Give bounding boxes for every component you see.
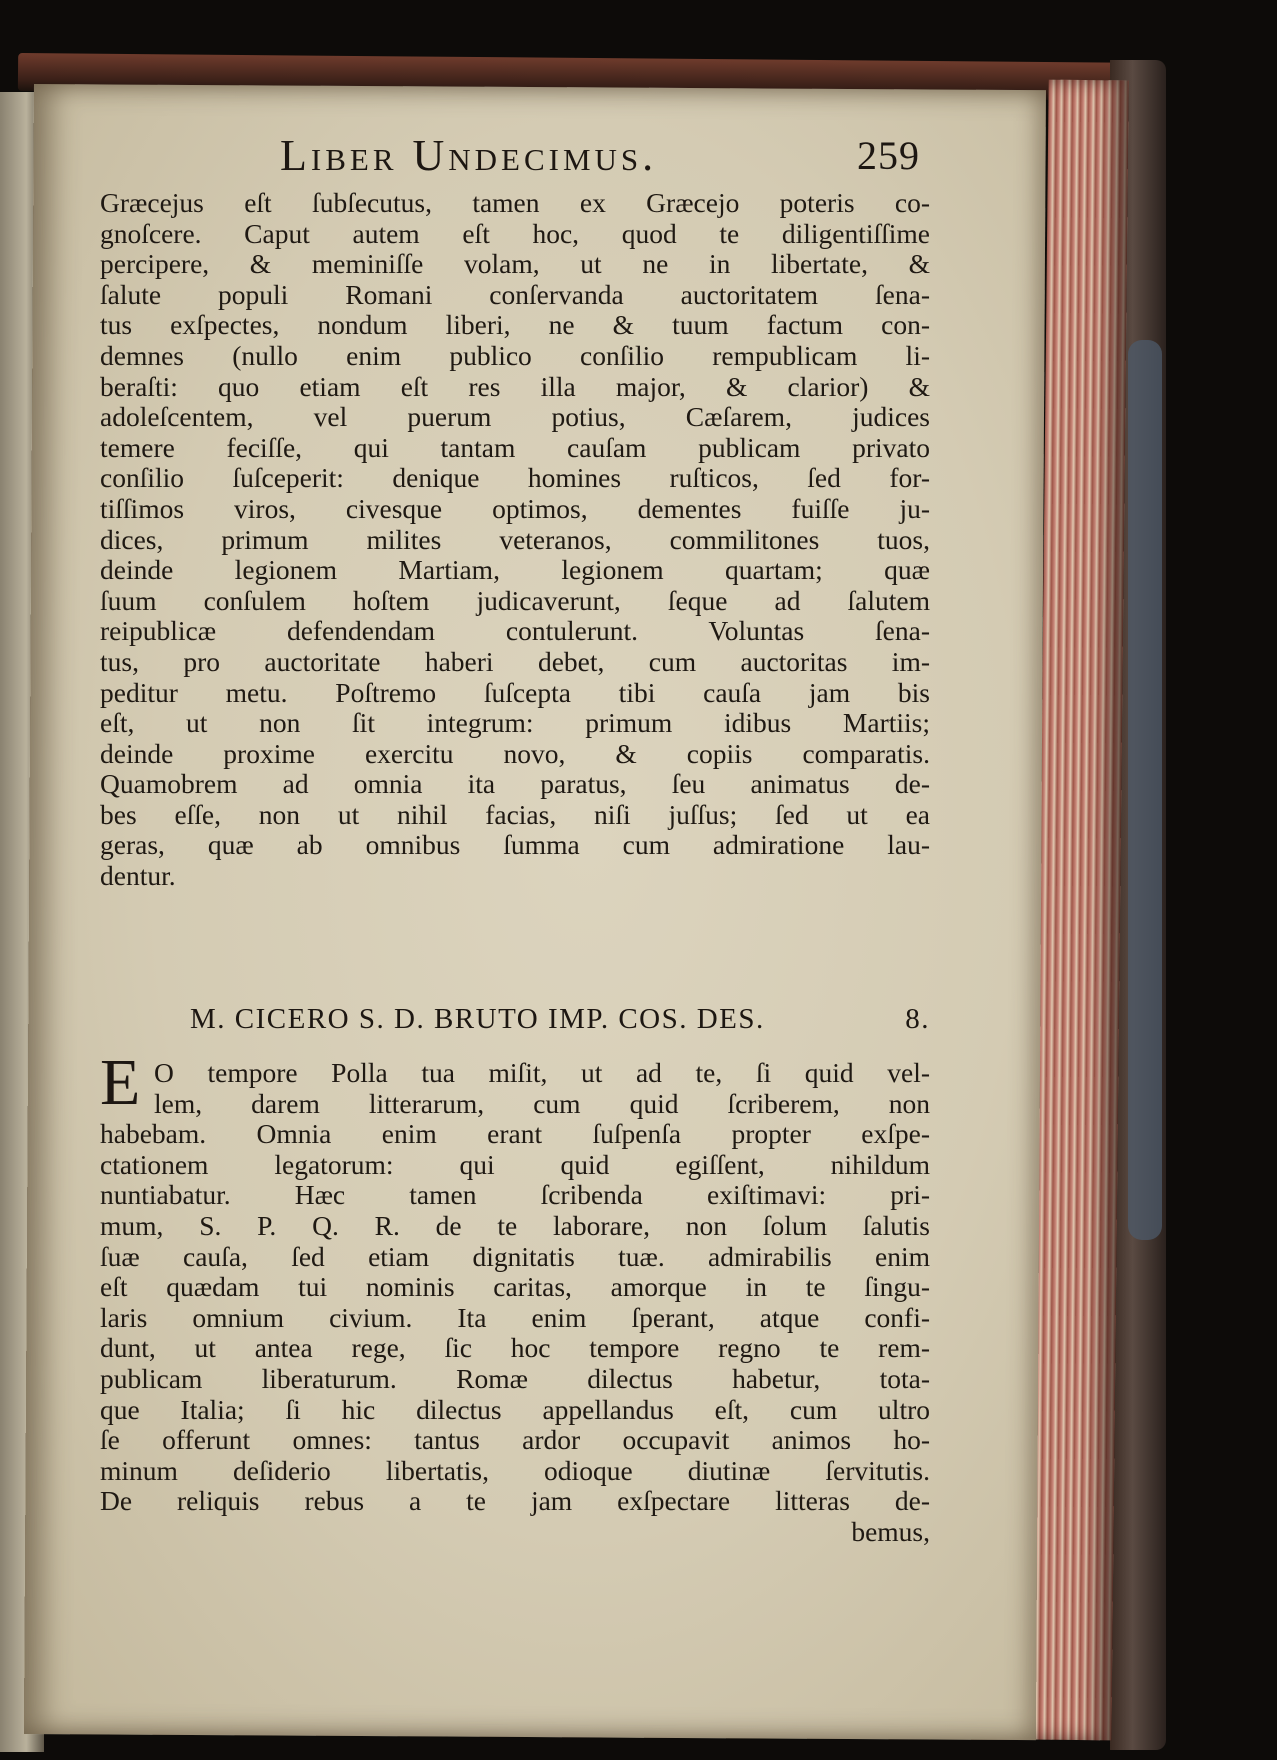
text-line: gnoſcere. Caput autem eſt hoc, quod te diligentiſſime [100, 218, 930, 249]
text-line: que Italia; ſi hic dilectus appellandus eſt, cum ultro [100, 1394, 930, 1425]
text-line: De reliquis rebus a te jam exſpectare litteras de- [100, 1486, 930, 1517]
text-line: tus, pro auctoritate haberi debet, cum auctoritas im- [100, 646, 930, 677]
text-line: nuntiabatur. Hæc tamen ſcribenda exiſtimavi: pri- [100, 1180, 930, 1211]
text-line: deinde legionem Martiam, legionem quartam; quæ [100, 555, 930, 586]
text-line: Græcejus eſt ſubſecutus, tamen ex Græcejo poteris co- [100, 188, 930, 218]
text-line: peditur metu. Poſtremo ſuſcepta tibi cauſa jam bis [100, 677, 930, 708]
catchword: bemus, [851, 1516, 930, 1547]
text-line: beraſti: quo etiam eſt res illa major, & clarior) & [100, 371, 930, 402]
text-line: O tempore Polla tua miſit, ut ad te, ſi quid vel- [154, 1058, 930, 1088]
text-line: dices, primum milites veteranos, commilitones tuos, [100, 524, 930, 555]
text-line: habebam. Omnia enim erant ſuſpenſa propter exſpe- [100, 1119, 930, 1150]
letter-heading-text: M. CICERO S. D. BRUTO IMP. COS. DES. [190, 1003, 765, 1035]
text-line: tiſſimos viros, civesque optimos, dementes fuiſſe ju- [100, 493, 930, 524]
cover-stain [1128, 340, 1162, 1240]
running-header [240, 120, 940, 190]
text-line: percipere, & meminiſſe volam, ut ne in libertate, & [100, 249, 930, 280]
text-line: deinde proxime exercitu novo, & copiis comparatis. [100, 738, 930, 769]
text-line: reipublicæ defendendam contulerunt. Voluntas ſena- [100, 616, 930, 647]
text-line: ctationem legatorum: qui quid egiſſent, nihildum [100, 1149, 930, 1180]
text-line: temere feciſſe, qui tantam cauſam publicam privato [100, 432, 930, 463]
text-line: ſuum conſulem hoſtem judicaverunt, ſeque ad ſalutem [100, 585, 930, 616]
text-line: Quamobrem ad omnia ita paratus, ſeu animatus de- [100, 769, 930, 800]
text-line: mum, S. P. Q. R. de te laborare, non ſolum ſalutis [100, 1210, 930, 1241]
text-line: laris omnium civium. Ita enim ſperant, atque confi- [100, 1302, 930, 1333]
text-line: bes eſſe, non ut nihil facias, niſi juſſus; ſed ut ea [100, 799, 930, 830]
letter-heading [190, 1003, 930, 1036]
text-line: eſt quædam tui nominis caritas, amorque in te ſingu- [100, 1272, 930, 1303]
text-line: minum deſiderio libertatis, odioque diutinæ ſervitutis. [100, 1455, 930, 1486]
drop-cap: E [100, 1046, 141, 1119]
text-line: ſalute populi Romani conſervanda auctoritatem ſena- [100, 279, 930, 310]
text-line: publicam liberaturum. Romæ dilectus habetur, tota- [100, 1363, 930, 1394]
text-line: dunt, ut antea rege, ſic hoc tempore regno te rem- [100, 1333, 930, 1364]
letter-text-block [100, 1046, 930, 1548]
text-line: adoleſcentem, vel puerum potius, Cæſarem, judices [100, 402, 930, 433]
text-line: demnes (nullo enim publico conſilio rempublicam li- [100, 340, 930, 371]
page-number: 259 [857, 133, 920, 178]
text-line: ſe offerunt omnes: tantus ardor occupavit animos ho- [100, 1425, 930, 1456]
text-line: geras, quæ ab omnibus ſumma cum admiratione lau- [100, 830, 930, 861]
text-line: eſt, ut non ſit integrum: primum idibus Martiis; [100, 708, 930, 739]
text-line: ſuæ cauſa, ſed etiam dignitatis tuæ. admirabilis enim [100, 1241, 930, 1272]
first-text-block [100, 188, 930, 892]
text-line: tus exſpectes, nondum liberi, ne & tuum factum con- [100, 310, 930, 341]
text-line: dentur. [100, 861, 176, 892]
text-line: conſilio ſuſceperit: denique homines ruſticos, ſed for- [100, 463, 930, 494]
running-title: Liber Undecimus. [280, 131, 658, 180]
text-line: lem, darem litterarum, cum quid ſcriberem, non [154, 1088, 930, 1119]
letter-number: 8. [905, 1003, 930, 1035]
